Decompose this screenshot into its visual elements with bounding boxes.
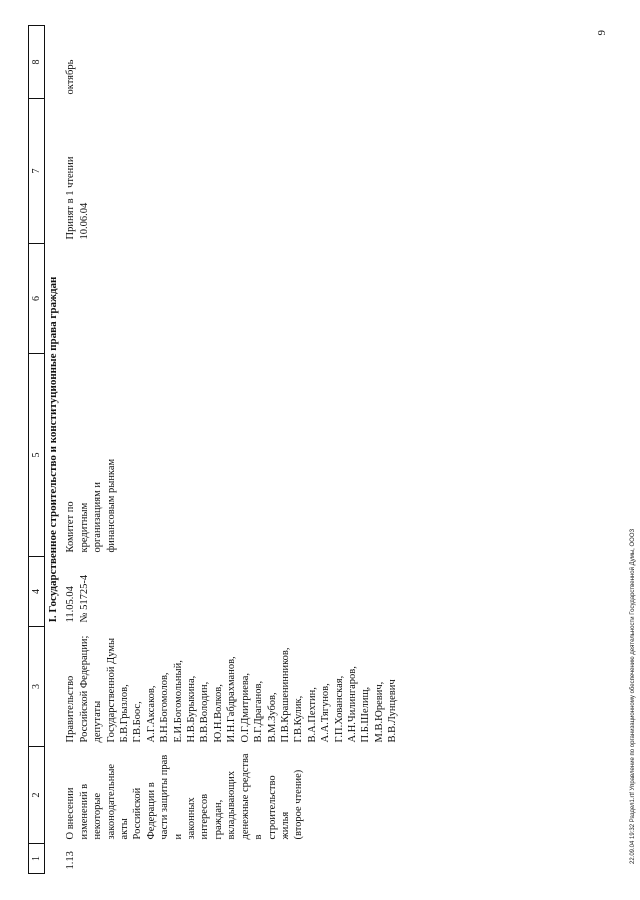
bill-status: Принят в 1 чтении 10.06.04 bbox=[65, 156, 90, 240]
row-number: 1.13 bbox=[65, 851, 77, 870]
column-number: 1 bbox=[29, 844, 45, 874]
column-number: 4 bbox=[29, 557, 45, 627]
column-number: 6 bbox=[29, 244, 45, 354]
column-number-row bbox=[29, 26, 45, 874]
responsible-committee: Комитет по кредитным организациям и финансовым рынкам bbox=[65, 458, 117, 553]
print-footer: 22.09.04 19:32 Раздел1.rtf Управление по организационному обеспечению деятельности Государственной Думы, ОООЗ bbox=[630, 528, 636, 864]
column-number: 5 bbox=[29, 354, 45, 557]
page-number: 9 bbox=[596, 30, 608, 36]
column-number: 8 bbox=[29, 26, 45, 99]
planned-month: октябрь bbox=[65, 59, 77, 95]
bill-title: О внесении изменений в некоторые законодательные акты Российской Федерации в части защиты прав и законных интересов граждан, вкладывающих денежные средства в строительство жилья (второе чтение) bbox=[65, 753, 305, 840]
legislation-table bbox=[28, 25, 401, 874]
bill-date-number: 11.05.04 № 51725-4 bbox=[65, 574, 90, 623]
section-title: I. Государственное строительство и конституционные права граждан bbox=[47, 276, 59, 623]
column-number: 2 bbox=[29, 747, 45, 844]
table-row bbox=[63, 26, 400, 874]
bill-initiators: Правительство Российской Федерации; депутаты Государственной Думы Б.В.Грызлов, Г.В.Боос, А.Г.Аксаков, В.Н.Богомолов, Е.И.Богомольный, Н.В.Бурыкина, В.В.Володин, Ю.Н.Волков, И.Н.Габдрахманов, О.Г.Дмитриева, В.Г.Драганов, В.М.Зубов, П.В.Крашенинников, Г.В.Кулик, В.А.Пехтин, А.А.Тягунов, Г.П.Хованская, А.Н.Чилингаров, П.Б.Шелищ, М.В.Юревич, В.В.Лунцевич bbox=[65, 635, 399, 743]
column-number: 3 bbox=[29, 627, 45, 747]
section-heading-row bbox=[45, 26, 64, 874]
column-6-cell bbox=[63, 244, 400, 354]
column-number: 7 bbox=[29, 99, 45, 244]
